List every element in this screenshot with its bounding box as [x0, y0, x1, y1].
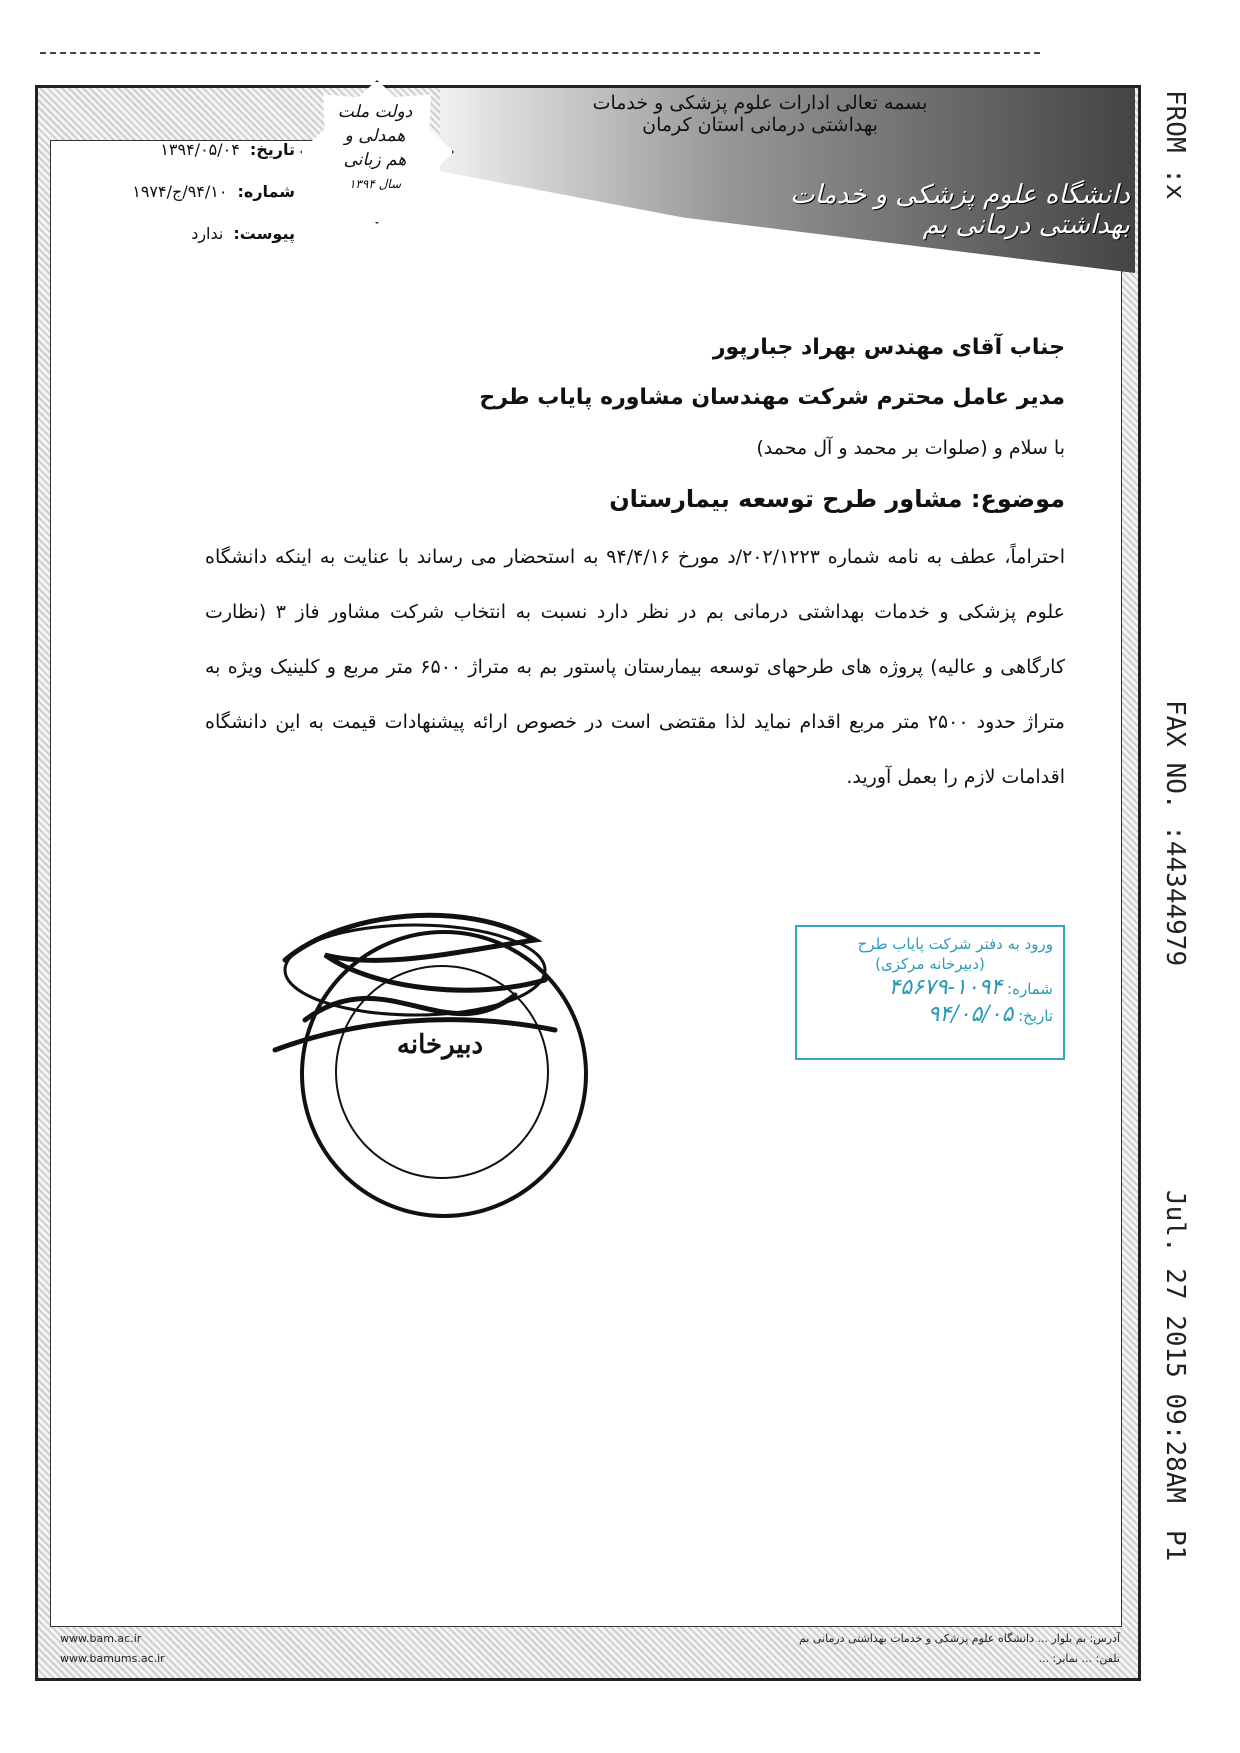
attachment-label: پیوست:	[233, 224, 295, 243]
addressee-title: مدیر عامل محترم شرکت مهندسان مشاوره پایاب طرح	[479, 385, 1065, 410]
letter-subject: موضوع: مشاور طرح توسعه بیمارستان	[609, 485, 1065, 513]
date-value: ۱۳۹۴/۰۵/۰۴	[160, 140, 240, 159]
stamp-number-row	[807, 975, 1053, 1000]
seal-center-text: دبیرخانه	[396, 1030, 484, 1060]
letter-body: احتراماً، عطف به نامه شماره ۲۰۲/۱۲۲۳/د مورخ ۹۴/۴/۱۶ به استحضار می رساند با عنایت به اینکه دانشگاه علوم پزشکی و خدمات بهداشتی درمانی بم در نظر دارد نسبت به انتخاب شرکت مشاور فاز ۳ (نظارت کارگاهی و عالیه) پروژه های طرحهای توسعه بیمارستان پاستور بم به متراژ ۶۵۰۰ متر مربع و کلینیک ویژه به متراژ حدود ۲۵۰۰ متر مربع اقدام نماید لذا مقتضی است در خصوص ارائه پیشنهادات قیمت به این دانشگاه اقدامات لازم را بعمل آورید.	[205, 546, 1065, 788]
letterhead-top-text: بسمه تعالی ادارات علوم پزشکی و خدمات بهداشتی درمانی استان کرمان	[592, 92, 928, 136]
fax-top-dashed-line	[40, 52, 1040, 54]
fax-header-strip	[1140, 90, 1240, 1570]
footer-phone: تلفن: ... نمابر: ...	[1038, 1652, 1120, 1665]
stamp-date-row	[807, 1002, 1053, 1027]
attachment-row	[55, 224, 295, 243]
stamp-date-value: ۹۴/۰۵/۰۵	[927, 1002, 1014, 1027]
university-name: دانشگاه علوم پزشکی و خدمات بهداشتی درمانی بم	[790, 180, 1130, 240]
footer-website-1: www.bam.ac.ir	[60, 1632, 142, 1645]
greeting: با سلام و (صلوات بر محمد و آل محمد)	[756, 437, 1065, 459]
fax-number: FAX NO. :44344979	[1160, 700, 1190, 967]
emblem-line: دولت ملت	[337, 102, 413, 122]
stamp-title: ورود به دفتر شرکت پایاب طرح	[857, 935, 1053, 953]
number-row	[55, 182, 295, 201]
letter-footer	[50, 1630, 1130, 1674]
number-value: ۹۴/۱۰/ج/۱۹۷۴	[132, 182, 228, 201]
handwritten-signature	[265, 900, 565, 1060]
addressee-name: جناب آقای مهندس بهراد جبارپور	[712, 335, 1065, 360]
date-label: تاریخ:	[249, 140, 295, 159]
stamp-date-label: تاریخ:	[1018, 1007, 1053, 1025]
emblem-line: سال ۱۳۹۴	[348, 177, 402, 191]
fax-datetime: Jul. 27 2015 09:28AM	[1160, 1190, 1190, 1504]
emblem-line: هم زبانی	[343, 150, 407, 170]
date-row	[55, 140, 295, 159]
stamp-number-label: شماره:	[1007, 980, 1053, 998]
footer-website-2: www.bamums.ac.ir	[60, 1652, 165, 1665]
letter-body-area	[50, 140, 1122, 1627]
footer-address: آدرس: بم بلوار ... دانشگاه علوم پزشکی و خدمات بهداشتی درمانی بم	[798, 1632, 1120, 1645]
fax-from: FROM :x	[1160, 90, 1190, 200]
attachment-value: ندارد	[191, 224, 224, 243]
received-stamp	[795, 925, 1065, 1060]
emblem-line: همدلی و	[344, 126, 406, 146]
emblem-text	[300, 100, 450, 196]
stamp-subtitle: (دبیرخانه مرکزی)	[875, 955, 985, 973]
number-label: شماره:	[237, 182, 295, 201]
stamp-number-value: ۱۰۹۴-۴۵۶۷۹	[888, 975, 1003, 1000]
fax-page: P1	[1160, 1530, 1190, 1562]
